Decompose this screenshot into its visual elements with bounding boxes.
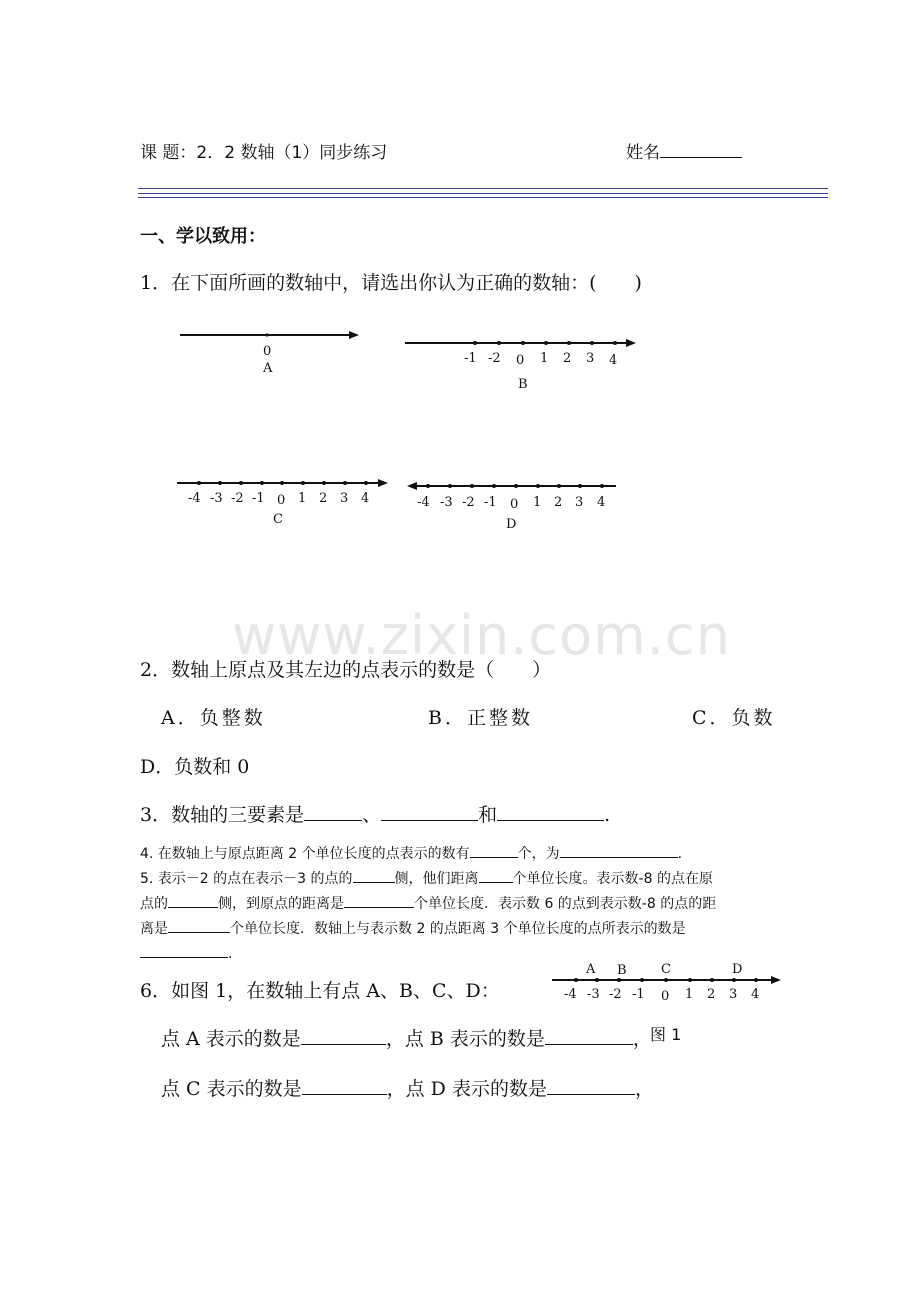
tick-label: 1 — [533, 495, 542, 510]
question-5-line-4 — [140, 943, 232, 962]
q5-text: 个单位长度。表示数-8 的点在原 — [512, 871, 713, 887]
q6-comma: ， — [632, 1028, 652, 1050]
tick-label: 1 — [298, 491, 307, 506]
q5-text: 侧，他们距离 — [394, 871, 479, 887]
tick-label: 2 — [563, 351, 572, 366]
tick-label: -2 — [231, 491, 244, 506]
figure-1-caption: 图 1 — [650, 1025, 682, 1044]
number-line-c — [175, 474, 395, 532]
header-rule-top — [138, 188, 828, 189]
question-5-line-3 — [140, 918, 686, 938]
q3-end: . — [604, 804, 611, 826]
tick-label: -2 — [488, 351, 501, 366]
tick-label: 3 — [586, 351, 595, 366]
q5-blank-6[interactable] — [140, 943, 228, 958]
q6-blank-d[interactable] — [547, 1075, 635, 1095]
question-3 — [140, 800, 610, 827]
q3-separator: 、 — [362, 804, 382, 826]
section-title: 一、学以致用： — [140, 226, 266, 247]
q5-end: . — [228, 946, 233, 962]
q2-option-b[interactable]: B．正整数 — [428, 707, 533, 729]
figure-1-number-line — [550, 960, 790, 1006]
tick-label: 2 — [554, 495, 563, 510]
q3-blank-2[interactable] — [381, 801, 478, 821]
tick-label: 1 — [540, 351, 549, 366]
q6-line-cd — [161, 1074, 654, 1101]
tick-label: -4 — [417, 495, 430, 510]
tick-label: -2 — [609, 987, 622, 1002]
point-d-label: D — [732, 962, 743, 977]
q6-a-label: 点 A 表示的数是 — [161, 1028, 301, 1050]
tick-label: -1 — [252, 491, 265, 506]
line-b-label: B — [518, 377, 528, 392]
tick-label: -3 — [587, 987, 600, 1002]
tick-label: -1 — [464, 351, 477, 366]
name-label: 姓名 — [626, 143, 660, 163]
header-rule-middle — [138, 193, 828, 194]
line-c-label: C — [273, 512, 283, 527]
q6-comma: ， — [634, 1078, 654, 1100]
q2-option-d[interactable]: D．负数和 0 — [140, 756, 250, 778]
q5-text: 侧，到原点的距离是 — [218, 896, 344, 912]
question-5-line-1 — [140, 868, 713, 888]
q6-blank-a[interactable] — [301, 1025, 386, 1045]
tick-label: 4 — [751, 987, 760, 1002]
tick-label: -4 — [564, 987, 577, 1002]
tick-label: 3 — [340, 491, 349, 506]
tick-label: -3 — [210, 491, 223, 506]
q4-end: . — [677, 846, 683, 862]
tick-label: 3 — [575, 495, 584, 510]
q6-blank-b[interactable] — [545, 1025, 633, 1045]
tick-label: 4 — [597, 495, 606, 510]
number-line-a — [178, 326, 368, 378]
q5-blank-2[interactable] — [479, 868, 513, 883]
q3-blank-3[interactable] — [497, 801, 604, 821]
q5-text: 5. 表示－2 的点在表示－3 的点的 — [140, 871, 353, 887]
tick-label: -4 — [188, 491, 201, 506]
watermark-text: www.zixin.com.cn — [232, 604, 731, 667]
question-6: 6．如图 1，在数轴上有点 A、B、C、D： — [140, 980, 500, 1002]
q6-blank-c[interactable] — [302, 1075, 387, 1095]
tick-label: 2 — [319, 491, 328, 506]
question-2: 2．数轴上原点及其左边的点表示的数是（ ） — [140, 659, 552, 681]
q2-option-a[interactable]: A．负整数 — [161, 707, 266, 729]
tick-label: 2 — [707, 987, 716, 1002]
line-a-label: A — [263, 361, 273, 376]
line-d-label: D — [506, 517, 517, 532]
tick-label: -3 — [440, 495, 453, 510]
q4-blank-2[interactable] — [560, 843, 678, 858]
q6-c-label: 点 C 表示的数是 — [161, 1078, 302, 1100]
header-rule-bottom — [138, 197, 828, 198]
q5-blank-4[interactable] — [344, 893, 414, 908]
q6-d-label: ，点 D 表示的数是 — [386, 1078, 547, 1100]
q4-text: 4. 在数轴上与原点距离 2 个单位长度的点表示的数有 — [140, 846, 470, 862]
tick-label: -2 — [462, 495, 475, 510]
question-1: 1．在下面所画的数轴中，请选出你认为正确的数轴：( ) — [140, 272, 642, 294]
question-4 — [140, 843, 682, 863]
q5-blank-3[interactable] — [168, 893, 218, 908]
tick-label: 0 — [510, 497, 519, 512]
point-b-label: B — [617, 963, 627, 978]
q5-text: 点的 — [140, 896, 168, 912]
q5-blank-5[interactable] — [168, 918, 230, 933]
student-name-field[interactable] — [626, 138, 742, 163]
tick-label: -1 — [632, 987, 645, 1002]
tick-label: 1 — [685, 987, 694, 1002]
q3-text: 3．数轴的三要素是 — [140, 804, 305, 826]
q5-blank-1[interactable] — [353, 868, 395, 883]
tick-label: 4 — [609, 353, 618, 368]
number-line-b — [403, 334, 643, 396]
tick-label: 0 — [263, 344, 272, 359]
q6-line-ab — [161, 1024, 652, 1051]
q4-text: 个，为 — [517, 846, 560, 862]
tick-label: 3 — [729, 987, 738, 1002]
q5-text: 个单位长度．数轴上与表示数 2 的点距离 3 个单位长度的点所表示的数是 — [230, 921, 686, 937]
q2-option-c[interactable]: C．负数 — [692, 707, 776, 729]
number-line-d — [404, 477, 624, 535]
tick-label: -1 — [484, 495, 497, 510]
worksheet-title: 课 题：2．2 数轴（1）同步练习 — [140, 143, 388, 163]
q3-blank-1[interactable] — [304, 801, 362, 821]
tick-label: 0 — [516, 353, 525, 368]
point-c-label: C — [661, 962, 671, 977]
name-blank[interactable] — [660, 140, 742, 158]
q4-blank-1[interactable] — [470, 843, 518, 858]
q3-separator: 和 — [478, 804, 498, 826]
tick-label: 0 — [661, 989, 670, 1004]
point-a-label: A — [586, 962, 596, 977]
question-5-line-2 — [140, 893, 716, 913]
q5-text: 个单位长度．表示数 6 的点到表示数-8 的点的距 — [414, 896, 717, 912]
q6-b-label: ，点 B 表示的数是 — [385, 1028, 545, 1050]
tick-label: 0 — [277, 493, 286, 508]
tick-label: 4 — [361, 491, 370, 506]
q5-text: 离是 — [140, 921, 168, 937]
